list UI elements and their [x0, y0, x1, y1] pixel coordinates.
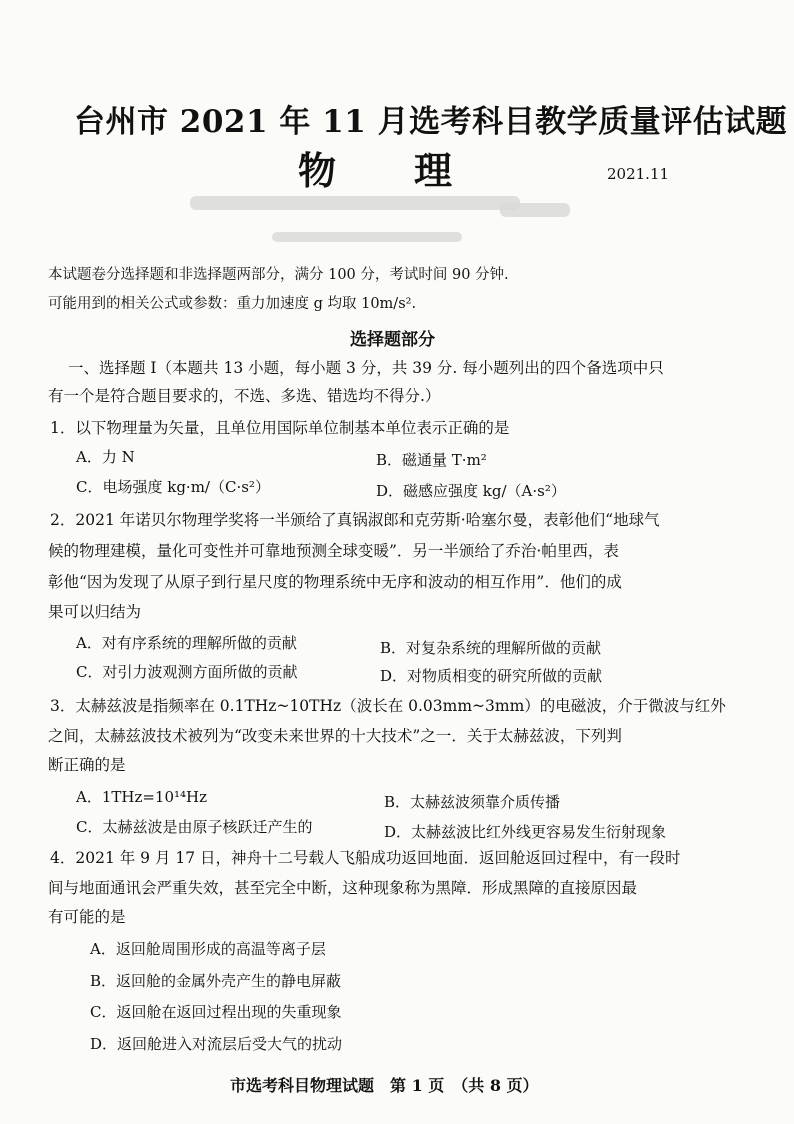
faded-text-smudge	[500, 203, 570, 217]
section-title: 选择题部分	[350, 330, 435, 350]
question-stem: 断正确的是	[48, 756, 126, 774]
option-a: A．1THz=10¹⁴Hz	[76, 788, 208, 806]
question-stem: 候的物理建模，量化可变性并可靠地预测全球变暖”．另一半颁给了乔治·帕里西，表	[48, 542, 619, 560]
faded-text-smudge	[190, 196, 520, 210]
question-stem: 果可以归结为	[48, 603, 142, 621]
instruction-line: 有一个是符合题目要求的，不选、多选、错选均不得分.）	[48, 387, 441, 405]
option-c: C．太赫兹波是由原子核跃迁产生的	[76, 818, 313, 836]
option-c: C．对引力波观测方面所做的贡献	[76, 663, 298, 681]
exam-title: 台州市 2021 年 11 月选考科目教学质量评估试题	[74, 104, 788, 140]
instruction-line: 一、选择题 I（本题共 13 小题，每小题 3 分，共 39 分. 每小题列出的四个备选项中只	[68, 359, 664, 377]
question-stem: 彰他“因为发现了从原子到行星尺度的物理系统中无序和波动的相互作用”．他们的成	[48, 573, 622, 591]
question-stem: 3．太赫兹波是指频率在 0.1THz~10THz（波长在 0.03mm~3mm）的电磁波，介于微波与红外	[50, 697, 726, 715]
subject-title	[298, 140, 452, 195]
option-d: D．对物质相变的研究所做的贡献	[380, 667, 603, 685]
option-d: D．返回舱进入对流层后受大气的扰动	[90, 1035, 343, 1053]
option-d: D．太赫兹波比红外线更容易发生衍射现象	[384, 823, 667, 841]
option-c: C．电场强度 kg·m/（C·s²）	[76, 478, 270, 496]
question-stem: 1．以下物理量为矢量，且单位用国际单位制基本单位表示正确的是	[50, 419, 510, 437]
intro-line: 可能用到的相关公式或参数：重力加速度 g 均取 10m/s².	[48, 296, 417, 312]
faded-text-smudge	[272, 232, 462, 242]
option-a: A．力 N	[76, 448, 135, 466]
subject-char-1: 物	[298, 148, 337, 193]
question-stem: 2．2021 年诺贝尔物理学奖将一半颁给了真锅淑郎和克劳斯·哈塞尔曼，表彰他们“地球气	[50, 511, 660, 529]
option-b: B．返回舱的金属外壳产生的静电屏蔽	[90, 972, 342, 990]
question-stem: 4．2021 年 9 月 17 日，神舟十二号载人飞船成功返回地面．返回舱返回过程中，有一段时	[50, 849, 681, 867]
option-b: B．磁通量 T·m²	[376, 451, 487, 469]
page-footer: 市选考科目物理试题 第 1 页 （共 8 页）	[230, 1076, 539, 1095]
subject-char-2: 理	[414, 148, 453, 193]
intro-line: 本试题卷分选择题和非选择题两部分，满分 100 分，考试时间 90 分钟.	[48, 267, 509, 283]
option-b: B．太赫兹波须靠介质传播	[384, 793, 561, 811]
option-d: D．磁感应强度 kg/（A·s²）	[376, 482, 566, 500]
option-c: C．返回舱在返回过程出现的失重现象	[90, 1003, 342, 1021]
option-a: A．对有序系统的理解所做的贡献	[76, 634, 297, 652]
exam-date: 2021.11	[607, 165, 670, 183]
question-stem: 之间，太赫兹波技术被列为“改变未来世界的十大技术”之一．关于太赫兹波，下列判	[48, 727, 622, 745]
option-a: A．返回舱周围形成的高温等离子层	[90, 940, 326, 958]
question-stem: 有可能的是	[48, 908, 126, 926]
question-stem: 间与地面通讯会严重失效，甚至完全中断，这种现象称为黑障．形成黑障的直接原因最	[48, 879, 638, 897]
option-b: B．对复杂系统的理解所做的贡献	[380, 639, 602, 657]
